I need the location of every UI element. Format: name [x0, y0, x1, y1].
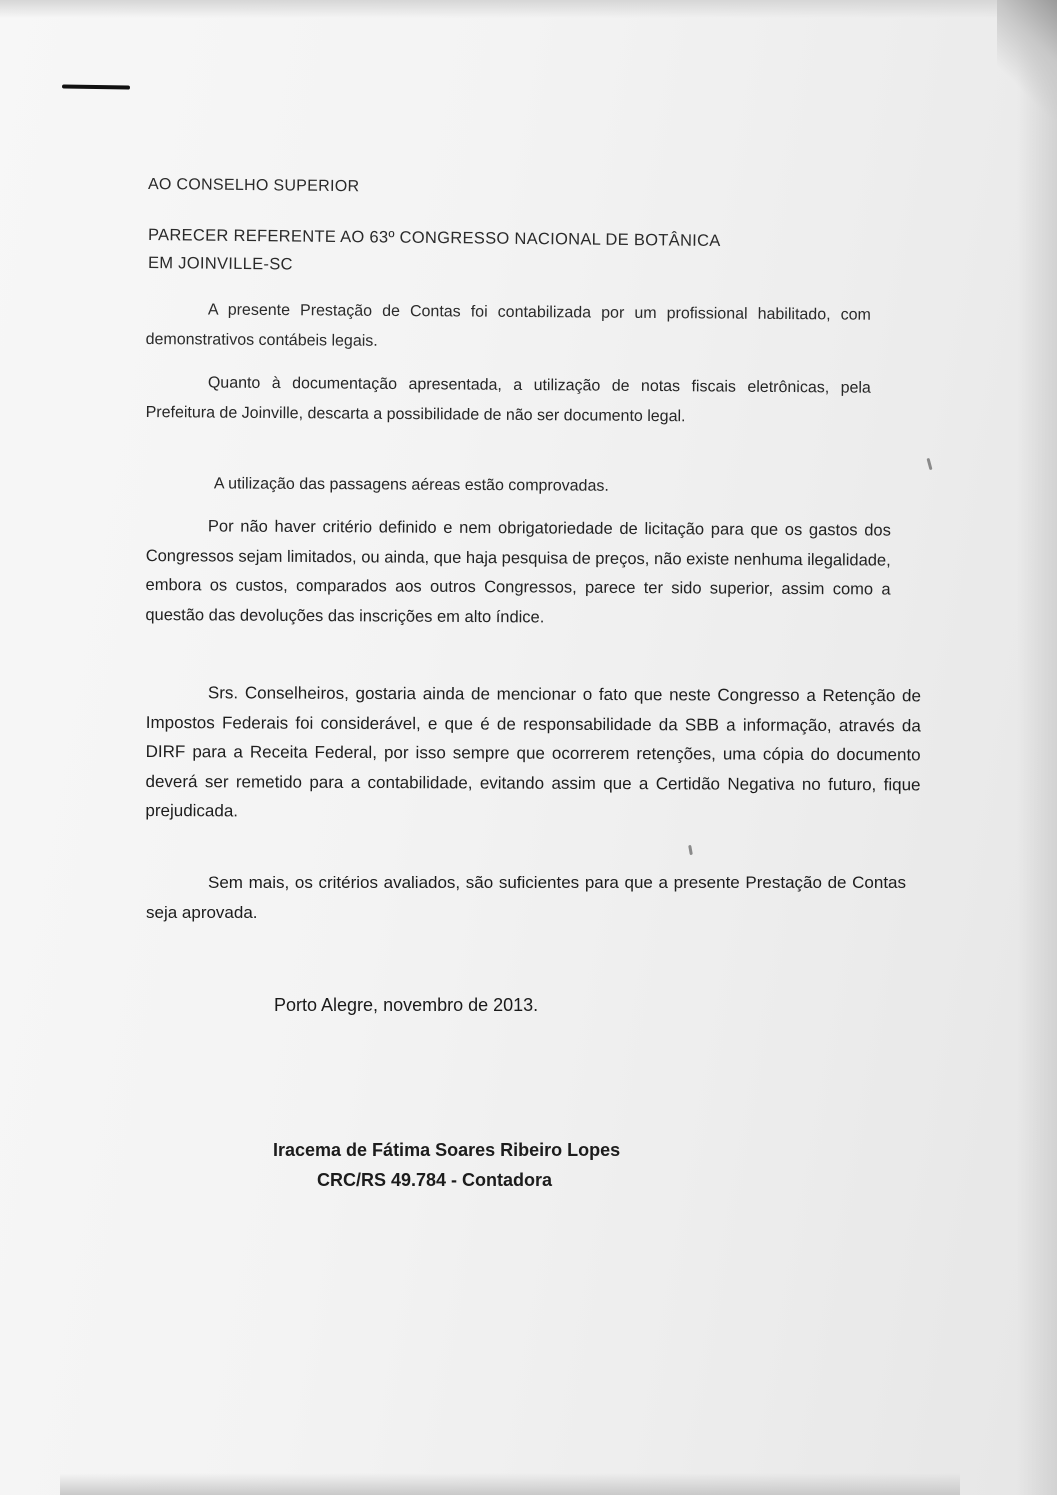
paragraph-procurement: Por não haver critério definido e nem obrigatoriedade de licitação para que os gastos dos Congressos sejam limitados, ou ainda, que haja pesquisa de preços, não existe nenhuma ilegalidade, embora os custos, comparados aos outros Congressos, parece ter sido superior, assim como a questão das devoluções das inscrições em alto índice.: [145, 517, 891, 626]
paragraph-conclusion: Sem mais, os critérios avaliados, são suficientes para que a presente Prestação de Contas seja aprovada.: [146, 873, 906, 922]
signatory-registration: CRC/RS 49.784 - Contadora: [317, 1170, 553, 1190]
paragraph-accounting: A presente Prestação de Contas foi contabilizada por um profissional habilitado, com demonstrativos contábeis legais.: [145, 301, 871, 350]
paragraph-air-tickets: A utilização das passagens aéreas estão comprovadas.: [213, 475, 609, 495]
place-and-date: Porto Alegre, novembro de 2013.: [274, 995, 539, 1015]
paragraph-documentation: Quanto à documentação apresentada, a utilização de notas fiscais eletrônicas, pela Prefeitura de Joinville, descarta a possibilidade de não ser documento legal.: [145, 374, 871, 425]
paragraph-tax-retention: Srs. Conselheiros, gostaria ainda de mencionar o fato que neste Congresso a Retenção de Impostos Federais foi considerável, e que é de responsabilidade da SBB a informação, através da DIRF para a Receita Federal, por isso sempre que ocorrerem retenções, uma cópia do documento deverá ser remetido para a contabilidade, evitando assim que a Certidão Negativa no futuro, fique prejudicada.: [145, 683, 921, 821]
subject-heading-line1: PARECER REFERENTE AO 63º CONGRESSO NACIONAL DE BOTÂNICA: [147, 226, 721, 250]
recipient-heading: AO CONSELHO SUPERIOR: [147, 176, 360, 196]
signatory-name: Iracema de Fátima Soares Ribeiro Lopes: [273, 1140, 621, 1160]
subject-heading-line2: EM JOINVILLE-SC: [147, 254, 293, 274]
